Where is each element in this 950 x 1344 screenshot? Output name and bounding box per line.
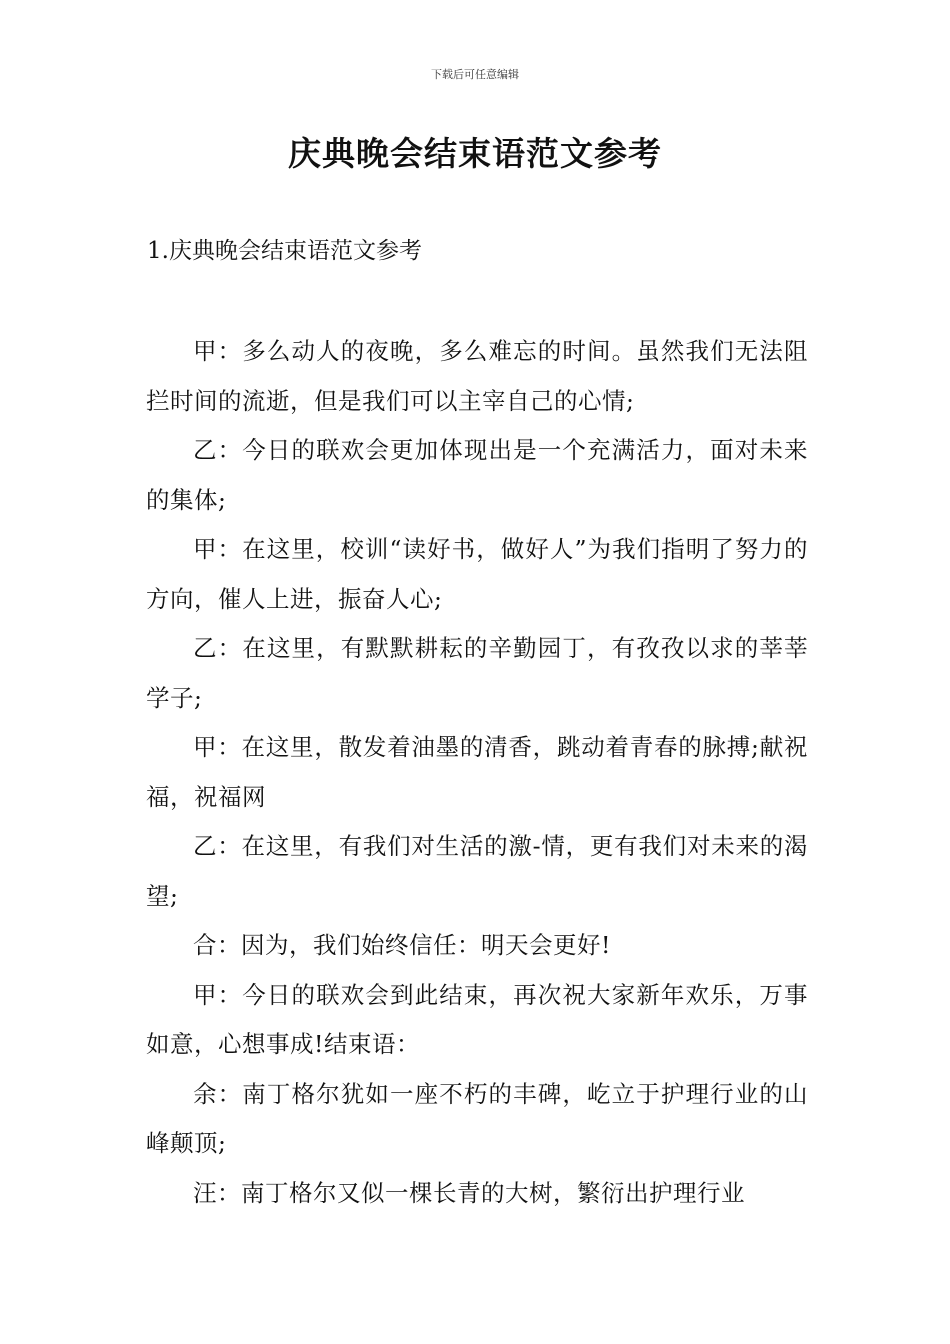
section-heading: 1.庆典晚会结束语范文参考 — [147, 238, 422, 264]
paragraph: 甲：今日的联欢会到此结束，再次祝大家新年欢乐，万事如意，心想事成!结束语： — [146, 980, 808, 1058]
paragraph: 余：南丁格尔犹如一座不朽的丰碑，屹立于护理行业的山峰颠顶; — [146, 1079, 808, 1157]
paragraph: 乙：在这里，有我们对生活的激-情，更有我们对未来的渴望; — [146, 832, 808, 910]
paragraph: 甲：在这里，散发着油墨的清香，跳动着青春的脉搏;献祝福，祝福网 — [146, 733, 808, 811]
document-body — [146, 327, 808, 1218]
paragraph: 合：因为，我们始终信任：明天会更好! — [193, 931, 611, 959]
paragraph: 甲：多么动人的夜晚，多么难忘的时间。虽然我们无法阻拦时间的流逝，但是我们可以主宰自己的心情; — [146, 337, 808, 415]
paragraph: 乙：在这里，有默默耕耘的辛勤园丁，有孜孜以求的莘莘学子; — [146, 634, 808, 712]
paragraph: 乙：今日的联欢会更加体现出是一个充满活力，面对未来的集体; — [146, 436, 808, 514]
paragraph: 汪：南丁格尔又似一棵长青的大树，繁衍出护理行业 — [193, 1178, 745, 1207]
document-title: 庆典晚会结束语范文参考 — [288, 134, 662, 173]
header-note: 下载后可任意编辑 — [431, 68, 519, 81]
paragraph: 甲：在这里，校训“读好书，做好人”为我们指明了努力的方向，催人上进，振奋人心; — [146, 535, 808, 613]
